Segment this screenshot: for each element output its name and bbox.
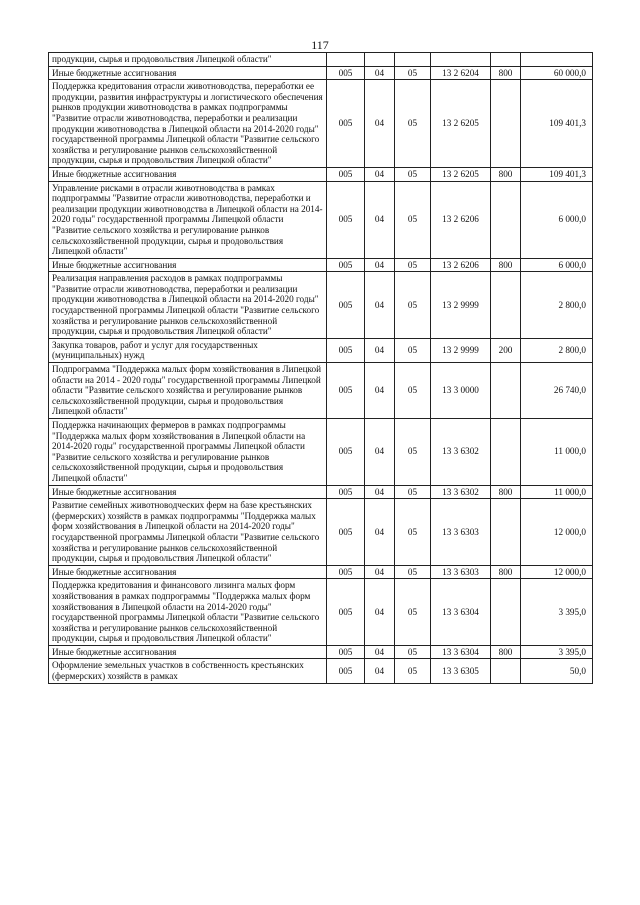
target-article-code: 13 3 6305 bbox=[431, 659, 491, 683]
amount: 2 800,0 bbox=[521, 272, 593, 339]
section-code: 04 bbox=[365, 80, 395, 168]
expense-type-code: 800 bbox=[491, 258, 521, 272]
expense-type-code bbox=[491, 579, 521, 646]
subsection-code: 05 bbox=[395, 499, 431, 566]
ministry-code: 005 bbox=[327, 363, 365, 419]
ministry-code: 005 bbox=[327, 258, 365, 272]
subsection-code: 05 bbox=[395, 659, 431, 683]
table-row bbox=[49, 485, 593, 499]
expense-type-code: 800 bbox=[491, 565, 521, 579]
amount: 26 740,0 bbox=[521, 363, 593, 419]
section-code: 04 bbox=[365, 167, 395, 181]
section-code: 04 bbox=[365, 363, 395, 419]
row-description: Иные бюджетные ассигнования bbox=[49, 167, 327, 181]
ministry-code: 005 bbox=[327, 645, 365, 659]
ministry-code: 005 bbox=[327, 659, 365, 683]
ministry-code: 005 bbox=[327, 565, 365, 579]
amount: 3 395,0 bbox=[521, 645, 593, 659]
section-code bbox=[365, 53, 395, 67]
target-article-code: 13 2 6206 bbox=[431, 181, 491, 258]
subsection-code: 05 bbox=[395, 80, 431, 168]
subsection-code: 05 bbox=[395, 645, 431, 659]
amount: 3 395,0 bbox=[521, 579, 593, 646]
section-code: 04 bbox=[365, 181, 395, 258]
table-row bbox=[49, 66, 593, 80]
amount: 109 401,3 bbox=[521, 80, 593, 168]
amount bbox=[521, 53, 593, 67]
budget-table bbox=[48, 52, 593, 684]
section-code: 04 bbox=[365, 565, 395, 579]
row-description: Реализация направления расходов в рамках подпрограммы "Развитие отрасли животноводства, переработки и реализации продукции животноводства в Липецкой области на 2014-2020 годы" государственной программы Липецкой области "Развитие сельского хозяйства и регулирование рынков сельскохозяйственной продукции, сырья и продовольствия Липецкой области" bbox=[49, 272, 327, 339]
target-article-code: 13 3 6304 bbox=[431, 645, 491, 659]
subsection-code: 05 bbox=[395, 272, 431, 339]
section-code: 04 bbox=[365, 499, 395, 566]
amount: 12 000,0 bbox=[521, 565, 593, 579]
target-article-code bbox=[431, 53, 491, 67]
subsection-code: 05 bbox=[395, 565, 431, 579]
table-row bbox=[49, 53, 593, 67]
amount: 11 000,0 bbox=[521, 485, 593, 499]
subsection-code: 05 bbox=[395, 485, 431, 499]
section-code: 04 bbox=[365, 419, 395, 486]
amount: 50,0 bbox=[521, 659, 593, 683]
amount: 6 000,0 bbox=[521, 258, 593, 272]
subsection-code: 05 bbox=[395, 66, 431, 80]
target-article-code: 13 2 9999 bbox=[431, 272, 491, 339]
table-row bbox=[49, 499, 593, 566]
table-row bbox=[49, 338, 593, 362]
expense-type-code bbox=[491, 181, 521, 258]
table-row bbox=[49, 80, 593, 168]
row-description: Иные бюджетные ассигнования bbox=[49, 485, 327, 499]
table-row bbox=[49, 659, 593, 683]
target-article-code: 13 2 6205 bbox=[431, 167, 491, 181]
page-number: 117 bbox=[311, 38, 329, 52]
ministry-code: 005 bbox=[327, 338, 365, 362]
expense-type-code: 800 bbox=[491, 485, 521, 499]
ministry-code: 005 bbox=[327, 485, 365, 499]
expense-type-code bbox=[491, 363, 521, 419]
row-description: продукции, сырья и продовольствия Липецкой области" bbox=[49, 53, 327, 67]
subsection-code: 05 bbox=[395, 363, 431, 419]
target-article-code: 13 2 6206 bbox=[431, 258, 491, 272]
row-description: Поддержка кредитования отрасли животноводства, переработки ее продукции, развития инфраструктуры и логистического обеспечения рынков продукции животноводства в рамках подпрограммы "Развитие отрасли животноводства, переработки и реализации продукции животноводства в Липецкой области на 2014-2020 годы" государственной программы Липецкой области "Развитие сельского хозяйства и регулирование рынков сельскохозяйственной продукции, сырья и продовольствия Липецкой области" bbox=[49, 80, 327, 168]
subsection-code: 05 bbox=[395, 167, 431, 181]
expense-type-code: 200 bbox=[491, 338, 521, 362]
target-article-code: 13 3 6303 bbox=[431, 565, 491, 579]
target-article-code: 13 3 6304 bbox=[431, 579, 491, 646]
ministry-code: 005 bbox=[327, 181, 365, 258]
amount: 2 800,0 bbox=[521, 338, 593, 362]
row-description: Иные бюджетные ассигнования bbox=[49, 66, 327, 80]
ministry-code: 005 bbox=[327, 167, 365, 181]
expense-type-code bbox=[491, 80, 521, 168]
section-code: 04 bbox=[365, 338, 395, 362]
amount: 6 000,0 bbox=[521, 181, 593, 258]
ministry-code: 005 bbox=[327, 579, 365, 646]
subsection-code bbox=[395, 53, 431, 67]
target-article-code: 13 2 6204 bbox=[431, 66, 491, 80]
subsection-code: 05 bbox=[395, 419, 431, 486]
row-description: Развитие семейных животноводческих ферм на базе крестьянских (фермерских) хозяйств в рамках подпрограммы "Поддержка малых форм хозяйствования в Липецкой области на 2014-2020 годы" государственной программы Липецкой области "Развитие сельского хозяйства и регулирование рынков сельскохозяйственной продукции, сырья и продовольствия Липецкой области" bbox=[49, 499, 327, 566]
target-article-code: 13 3 0000 bbox=[431, 363, 491, 419]
table-row bbox=[49, 258, 593, 272]
amount: 109 401,3 bbox=[521, 167, 593, 181]
target-article-code: 13 3 6303 bbox=[431, 499, 491, 566]
row-description: Управление рисками в отрасли животноводства в рамках подпрограммы "Развитие отрасли животноводства, переработки и реализации продукции животноводства в Липецкой области на 2014-2020 годы" государственной программы Липецкой области "Развитие сельского хозяйства и регулирование рынков сельскохозяйственной продукции, сырья и продовольствия Липецкой области" bbox=[49, 181, 327, 258]
table-row bbox=[49, 272, 593, 339]
section-code: 04 bbox=[365, 485, 395, 499]
expense-type-code: 800 bbox=[491, 167, 521, 181]
section-code: 04 bbox=[365, 66, 395, 80]
section-code: 04 bbox=[365, 645, 395, 659]
target-article-code: 13 3 6302 bbox=[431, 419, 491, 486]
expense-type-code: 800 bbox=[491, 66, 521, 80]
row-description: Оформление земельных участков в собственность крестьянских (фермерских) хозяйств в рамках bbox=[49, 659, 327, 683]
table-row bbox=[49, 565, 593, 579]
table-row bbox=[49, 167, 593, 181]
expense-type-code bbox=[491, 272, 521, 339]
expense-type-code bbox=[491, 419, 521, 486]
amount: 11 000,0 bbox=[521, 419, 593, 486]
section-code: 04 bbox=[365, 272, 395, 339]
expense-type-code bbox=[491, 499, 521, 566]
expense-type-code bbox=[491, 659, 521, 683]
amount: 60 000,0 bbox=[521, 66, 593, 80]
table-row bbox=[49, 419, 593, 486]
section-code: 04 bbox=[365, 258, 395, 272]
amount: 12 000,0 bbox=[521, 499, 593, 566]
row-description: Иные бюджетные ассигнования bbox=[49, 258, 327, 272]
row-description: Закупка товаров, работ и услуг для государственных (муниципальных) нужд bbox=[49, 338, 327, 362]
subsection-code: 05 bbox=[395, 579, 431, 646]
target-article-code: 13 2 6205 bbox=[431, 80, 491, 168]
ministry-code bbox=[327, 53, 365, 67]
target-article-code: 13 3 6302 bbox=[431, 485, 491, 499]
row-description: Подпрограмма "Поддержка малых форм хозяйствования в Липецкой области на 2014 - 2020 годы" государственной программы Липецкой области "Развитие сельского хозяйства и регулирование рынков сельскохозяйственной продукции, сырья и продовольствия Липецкой области" bbox=[49, 363, 327, 419]
expense-type-code: 800 bbox=[491, 645, 521, 659]
ministry-code: 005 bbox=[327, 499, 365, 566]
ministry-code: 005 bbox=[327, 66, 365, 80]
subsection-code: 05 bbox=[395, 181, 431, 258]
subsection-code: 05 bbox=[395, 338, 431, 362]
subsection-code: 05 bbox=[395, 258, 431, 272]
target-article-code: 13 2 9999 bbox=[431, 338, 491, 362]
row-description: Иные бюджетные ассигнования bbox=[49, 565, 327, 579]
table-body bbox=[49, 53, 593, 684]
table-row bbox=[49, 645, 593, 659]
table-row bbox=[49, 181, 593, 258]
table-row bbox=[49, 579, 593, 646]
row-description: Поддержка начинающих фермеров в рамках подпрограммы "Поддержка малых форм хозяйствования в Липецкой области на 2014-2020 годы" государственной программы Липецкой области "Развитие сельского хозяйства и регулирование рынков сельскохозяйственной продукции, сырья и продовольствия Липецкой области" bbox=[49, 419, 327, 486]
row-description: Иные бюджетные ассигнования bbox=[49, 645, 327, 659]
ministry-code: 005 bbox=[327, 80, 365, 168]
section-code: 04 bbox=[365, 579, 395, 646]
section-code: 04 bbox=[365, 659, 395, 683]
table-row bbox=[49, 363, 593, 419]
ministry-code: 005 bbox=[327, 272, 365, 339]
row-description: Поддержка кредитования и финансового лизинга малых форм хозяйствования в рамках подпрограммы "Поддержка малых форм хозяйствования в Липецкой области на 2014-2020 годы" государственной программы Липецкой области "Развитие сельского хозяйства и регулирование рынков сельскохозяйственной продукции, сырья и продовольствия Липецкой области" bbox=[49, 579, 327, 646]
ministry-code: 005 bbox=[327, 419, 365, 486]
expense-type-code bbox=[491, 53, 521, 67]
